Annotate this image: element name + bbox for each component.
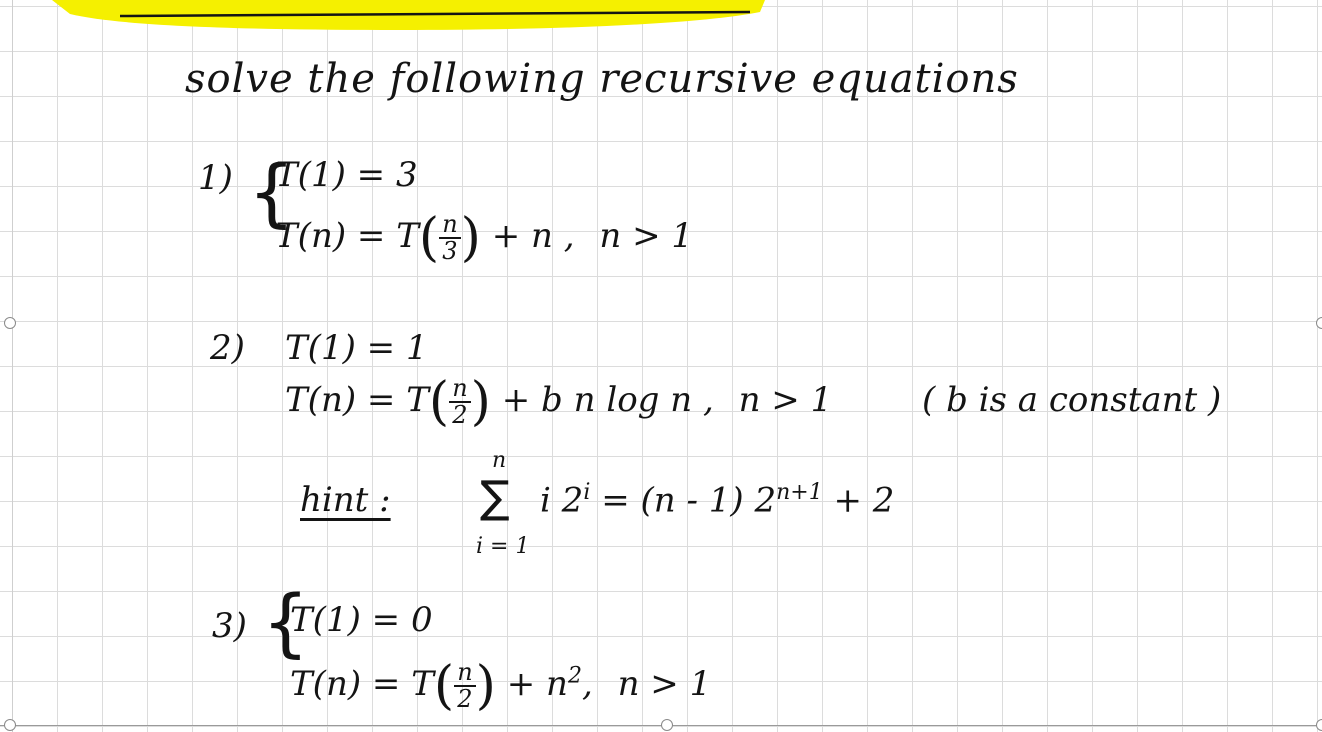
problem-3-recurrence-rest: + n bbox=[506, 664, 568, 704]
problem-1-brace: { bbox=[248, 150, 296, 236]
problem-3-recurrence: T(n) = T( $\frac{n}{2}$ ) + $n^2$, n > 1 bbox=[290, 656, 712, 716]
problem-3-fraction bbox=[454, 657, 475, 713]
hint-rhs-base: = (n - 1) 2 bbox=[601, 480, 777, 521]
problem-1-recurrence-lhs: T(n) = T bbox=[275, 216, 419, 256]
hint-lhs-exponent: i bbox=[583, 480, 591, 505]
hint-rhs-tail: + 2 bbox=[833, 480, 895, 521]
highlighted-heading bbox=[0, 0, 1322, 40]
problem-3-brace: { bbox=[262, 580, 310, 666]
problem-1-condition: n > 1 bbox=[599, 216, 694, 256]
hint-sum-lower-limit: i = 1 bbox=[476, 534, 530, 559]
resize-handle-left[interactable] bbox=[4, 317, 16, 329]
problem-3-base-case: T(1) = 0 bbox=[290, 600, 433, 640]
problem-2-base-case: T(1) = 1 bbox=[285, 328, 428, 368]
problem-3-recurrence-comma: , bbox=[581, 664, 593, 704]
hint-sum-upper-limit: n bbox=[492, 448, 507, 473]
hint-rhs-exponent: n+1 bbox=[776, 480, 823, 505]
problem-2-recurrence: T(n) = T( $\frac{n}{2}$ ) + b n log n , n > 1 bbox=[285, 372, 833, 432]
page-left-margin bbox=[12, 0, 13, 732]
problem-3-fraction-numerator: n bbox=[454, 660, 475, 687]
resize-handle-bottom-right[interactable] bbox=[1316, 719, 1322, 731]
problem-1-base-case: T(1) = 3 bbox=[275, 155, 418, 195]
problem-2-fraction-denominator: 2 bbox=[452, 401, 468, 429]
page-title: solve the following recursive equations bbox=[185, 56, 1019, 102]
resize-handle-bottom-left[interactable] bbox=[4, 719, 16, 731]
problem-2-recurrence-lhs: T(n) = T bbox=[285, 380, 429, 420]
problem-2-note: ( b is a constant ) bbox=[922, 380, 1222, 420]
problem-3-recurrence-lhs: T(n) = T bbox=[290, 664, 434, 704]
problem-1-fraction bbox=[439, 209, 460, 265]
problem-1-fraction-numerator: n bbox=[439, 212, 460, 239]
problem-2-fraction-numerator: n bbox=[449, 376, 470, 403]
problem-3-fraction-denominator: 2 bbox=[457, 685, 473, 713]
problem-1-recurrence: T(n) = T( $\frac{n}{3}$ ) + n , n > 1 bbox=[275, 208, 694, 268]
summation-sign-icon: ∑ bbox=[480, 472, 510, 523]
hint-lhs-base: i 2 bbox=[540, 480, 584, 521]
problem-2-condition: n > 1 bbox=[738, 380, 833, 420]
problem-2-fraction bbox=[449, 373, 470, 429]
hint-label: hint : bbox=[300, 480, 391, 520]
problem-1-label: 1) bbox=[198, 158, 233, 198]
problem-3-label: 3) bbox=[212, 606, 247, 646]
resize-handle-right[interactable] bbox=[1316, 317, 1322, 329]
problem-2-label: 2) bbox=[210, 328, 245, 368]
problem-3-condition: n > 1 bbox=[617, 664, 712, 704]
problem-2-recurrence-rest: + b n log n , bbox=[501, 380, 714, 420]
problem-3-exponent: 2 bbox=[567, 663, 582, 689]
resize-handle-bottom-center[interactable] bbox=[661, 719, 673, 731]
problem-1-recurrence-rest: + n , bbox=[491, 216, 575, 256]
problem-1-fraction-denominator: 3 bbox=[442, 237, 458, 265]
hint-formula bbox=[540, 480, 894, 520]
